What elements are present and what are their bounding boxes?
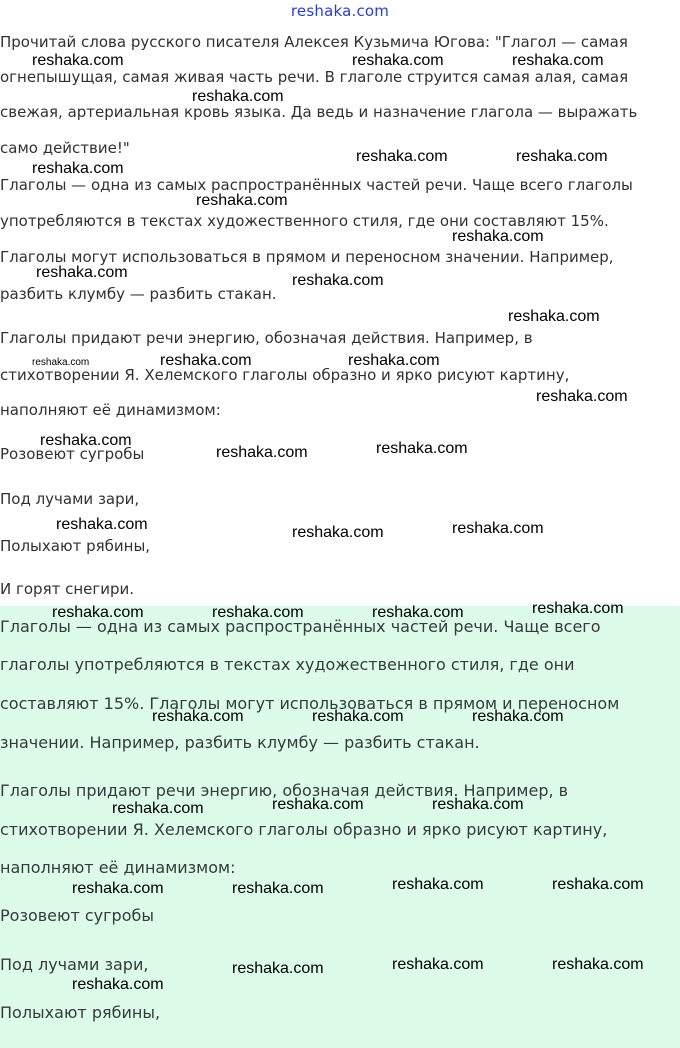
answer-poem-line: Под лучами зари, xyxy=(0,955,149,974)
question-line: свежая, артериальная кровь языка. Да ведь и назначение глагола — выражать xyxy=(0,103,638,121)
answer-line: стихотворении Я. Хелемского глаголы образно и ярко рисуют картину, xyxy=(0,820,608,839)
answer-line: Глаголы придают речи энергию, обозначая действия. Например, в xyxy=(0,781,569,800)
watermark: reshaka.com xyxy=(192,88,284,105)
watermark: reshaka.com xyxy=(552,876,644,893)
watermark: reshaka.com xyxy=(292,524,384,541)
watermark: reshaka.com xyxy=(356,148,448,165)
question-line: употребляются в текстах художественного стиля, где они составляют 15%. xyxy=(0,212,609,230)
watermark: reshaka.com xyxy=(312,708,404,725)
watermark: reshaka.com xyxy=(512,52,604,69)
watermark: reshaka.com xyxy=(32,160,124,177)
watermark: reshaka.com xyxy=(392,956,484,973)
watermark: reshaka.com xyxy=(532,600,624,617)
answer-line: наполняют её динамизмом: xyxy=(0,858,236,877)
question-line: Глаголы придают речи энергию, обозначая действия. Например, в xyxy=(0,329,533,347)
watermark: reshaka.com xyxy=(376,440,468,457)
watermark: reshaka.com xyxy=(196,192,288,209)
watermark: reshaka.com xyxy=(352,52,444,69)
question-line: Прочитай слова русского писателя Алексея Кузьмича Югова: "Глагол — самая xyxy=(0,33,628,51)
watermark: reshaka.com xyxy=(432,796,524,813)
question-line: наполняют её динамизмом: xyxy=(0,401,221,419)
answer-line: глаголы употребляются в текстах художественного стиля, где они xyxy=(0,655,575,674)
question-line: огнепышущая, самая живая часть речи. В глаголе струится самая алая, самая xyxy=(0,68,629,86)
watermark: reshaka.com xyxy=(452,228,544,245)
answer-poem-line: Полыхают рябины, xyxy=(0,1003,161,1022)
watermark: reshaka.com xyxy=(32,357,90,368)
poem-line: Розовеют сугробы xyxy=(0,445,145,463)
site-logo-link[interactable]: reshaka.com xyxy=(290,2,390,20)
watermark: reshaka.com xyxy=(152,708,244,725)
watermark: reshaka.com xyxy=(160,352,252,369)
question-line: Глаголы могут использоваться в прямом и переносном значении. Например, xyxy=(0,248,614,266)
watermark: reshaka.com xyxy=(72,976,164,993)
poem-line: Полыхают рябины, xyxy=(0,537,151,555)
watermark: reshaka.com xyxy=(372,604,464,621)
site-header xyxy=(0,0,680,24)
answer-poem-line: Розовеют сугробы xyxy=(0,906,154,925)
watermark: reshaka.com xyxy=(272,796,364,813)
watermark: reshaka.com xyxy=(508,308,600,325)
watermark: reshaka.com xyxy=(56,516,148,533)
watermark: reshaka.com xyxy=(40,432,132,449)
watermark: reshaka.com xyxy=(452,520,544,537)
question-line: стихотворении Я. Хелемского глаголы образно и ярко рисуют картину, xyxy=(0,366,570,384)
watermark: reshaka.com xyxy=(348,352,440,369)
answer-line: составляют 15%. Глаголы могут использоваться в прямом и переносном xyxy=(0,694,620,713)
watermark: reshaka.com xyxy=(472,708,564,725)
question-line: само действие!" xyxy=(0,139,130,157)
watermark: reshaka.com xyxy=(392,876,484,893)
watermark: reshaka.com xyxy=(112,800,204,817)
watermark: reshaka.com xyxy=(536,388,628,405)
watermark: reshaka.com xyxy=(72,880,164,897)
question-line: разбить клумбу — разбить стакан. xyxy=(0,285,277,303)
answer-line: значении. Например, разбить клумбу — разбить стакан. xyxy=(0,733,480,752)
watermark: reshaka.com xyxy=(516,148,608,165)
watermark: reshaka.com xyxy=(552,956,644,973)
watermark: reshaka.com xyxy=(232,880,324,897)
answer-line: Глаголы — одна из самых распространённых частей речи. Чаще всего xyxy=(0,617,601,636)
question-line: Глаголы — одна из самых распространённых частей речи. Чаще всего глаголы xyxy=(0,176,633,194)
poem-line: И горят снегири. xyxy=(0,580,135,598)
watermark: reshaka.com xyxy=(292,272,384,289)
poem-line: Под лучами зари, xyxy=(0,490,140,508)
watermark: reshaka.com xyxy=(36,264,128,281)
watermark: reshaka.com xyxy=(232,960,324,977)
watermark: reshaka.com xyxy=(52,604,144,621)
watermark: reshaka.com xyxy=(216,444,308,461)
watermark: reshaka.com xyxy=(32,52,124,69)
watermark: reshaka.com xyxy=(212,604,304,621)
